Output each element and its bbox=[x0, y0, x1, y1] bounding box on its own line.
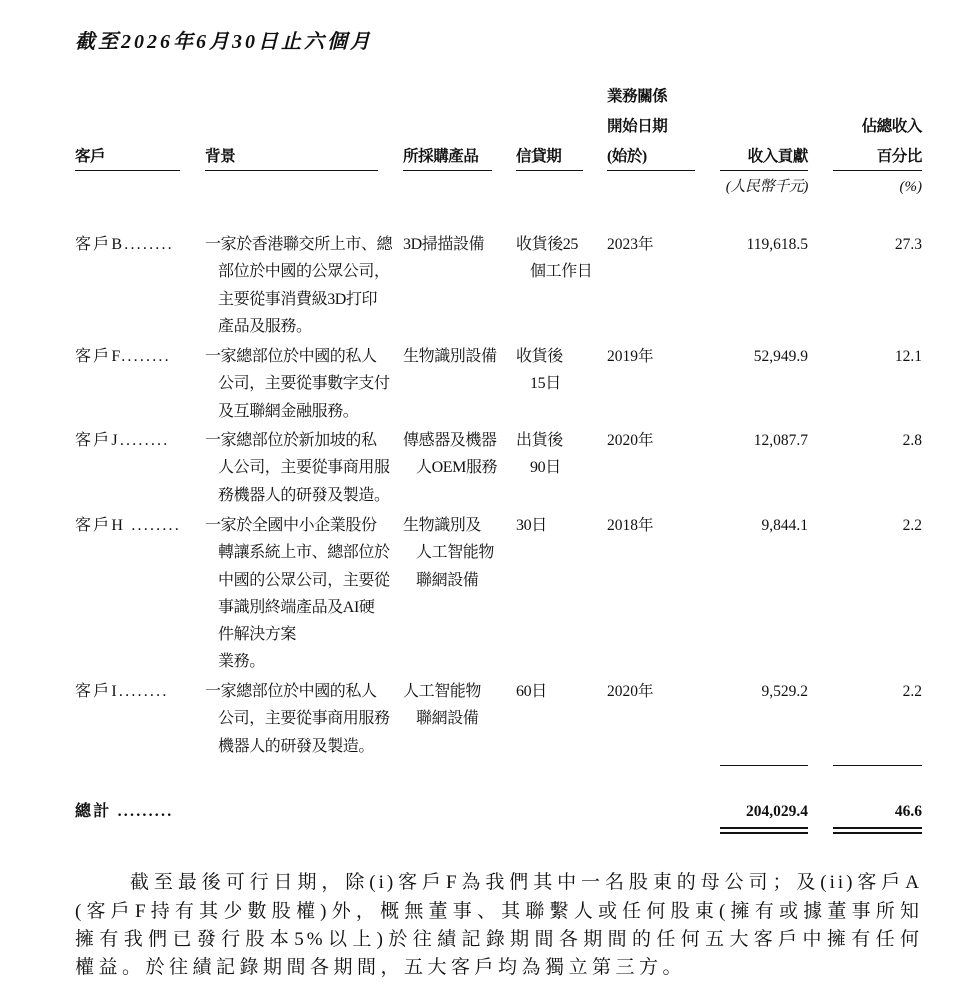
header-underline bbox=[516, 170, 583, 171]
relationship-start-year: 2020年 bbox=[607, 683, 654, 700]
revenue-percentage: 27.3 bbox=[894, 236, 922, 253]
table-row bbox=[0, 512, 962, 671]
header-customer: 客戶 bbox=[75, 148, 106, 165]
revenue-contribution: 12,087.7 bbox=[753, 432, 808, 449]
customer-name: 客戶J........ bbox=[75, 432, 170, 449]
header-underline bbox=[403, 170, 492, 171]
background-line: 一家總部位於中國的私人 bbox=[205, 348, 377, 365]
credit-line: 90日 bbox=[530, 459, 561, 477]
product-line: 傳感器及機器 bbox=[403, 432, 497, 449]
header-line: 開始日期 bbox=[607, 118, 668, 135]
products-purchased bbox=[403, 427, 497, 482]
header-line: 百分比 bbox=[876, 148, 922, 165]
background-line: 機器人的研發及製造。 bbox=[218, 737, 375, 755]
revenue-contribution: 9,844.1 bbox=[761, 517, 808, 534]
background-line: 轉讓系統上市、總部位於 bbox=[218, 544, 390, 562]
header-credit-period: 信貸期 bbox=[516, 148, 562, 165]
products-purchased bbox=[403, 678, 481, 733]
relationship-start-year: 2023年 bbox=[607, 236, 654, 253]
header-underline bbox=[720, 170, 808, 171]
background-line: 產品及服務。 bbox=[218, 317, 312, 335]
background-line: 件解決方案 bbox=[218, 626, 297, 644]
revenue-contribution: 52,949.9 bbox=[753, 348, 808, 365]
customer-background bbox=[205, 427, 390, 509]
background-line: 中國的公眾公司，主要從 bbox=[218, 571, 390, 589]
note-line: 權益。於往績記錄期間各期間，五大客戶均為獨立第三方。 bbox=[75, 957, 687, 978]
section-title: 截至2026年6月30日止六個月 bbox=[75, 31, 373, 53]
relationship-start-year: 2020年 bbox=[607, 432, 654, 449]
credit-line: 個工作日 bbox=[530, 263, 593, 281]
credit-line: 收貨後25 bbox=[516, 236, 579, 253]
product-line: 生物識別及 bbox=[403, 517, 482, 534]
customer-name: 客戶H ........ bbox=[75, 517, 181, 534]
revenue-percentage: 2.2 bbox=[902, 683, 922, 700]
credit-line: 30日 bbox=[516, 517, 547, 534]
header-underline bbox=[205, 170, 378, 171]
background-line: 及互聯網金融服務。 bbox=[218, 402, 359, 420]
revenue-percentage: 2.2 bbox=[902, 517, 922, 534]
header-relationship-start bbox=[607, 82, 667, 172]
credit-line: 收貨後 bbox=[516, 348, 563, 365]
background-line: 部位於中國的公眾公司， bbox=[218, 263, 390, 281]
products-purchased bbox=[403, 512, 494, 594]
note-line: 截至最後可行日期，除(i)客戶F為我們其中一名股東的母公司；及(ii)客戶A bbox=[130, 872, 922, 893]
revenue-percentage: 2.8 bbox=[902, 432, 922, 449]
table-row bbox=[0, 231, 962, 335]
credit-line: 15日 bbox=[530, 375, 561, 393]
relationship-start-year: 2019年 bbox=[607, 348, 654, 365]
product-line: 3D掃描設備 bbox=[403, 236, 485, 253]
header-revenue: 收入貢獻 bbox=[747, 148, 808, 165]
customer-background bbox=[205, 343, 390, 425]
relationship-start-year: 2018年 bbox=[607, 517, 654, 534]
header-underline bbox=[833, 170, 922, 171]
total-row bbox=[0, 798, 962, 828]
note-line: (客戶F持有其少數股權)外，概無董事、其聯繫人或任何股東(擁有或據董事所知 bbox=[75, 901, 922, 922]
background-line: 一家總部位於新加坡的私 bbox=[205, 432, 377, 449]
credit-period bbox=[516, 512, 547, 539]
background-line: 業務。 bbox=[218, 653, 265, 671]
table-row bbox=[0, 678, 962, 755]
note-line: 擁有我們已發行股本5%以上)於往績記錄期間各期間的任何五大客戶中擁有任何 bbox=[75, 929, 922, 950]
product-line: 人工智能物 bbox=[403, 683, 482, 700]
credit-line: 出貨後 bbox=[516, 432, 563, 449]
subtotal-rule bbox=[720, 765, 808, 766]
revenue-percentage: 12.1 bbox=[894, 348, 922, 365]
customer-name: 客戶F........ bbox=[75, 348, 171, 365]
product-line: 生物識別設備 bbox=[403, 348, 497, 365]
total-revenue: 204,029.4 bbox=[746, 803, 808, 820]
credit-period bbox=[516, 231, 592, 286]
background-line: 一家於香港聯交所上市、總 bbox=[205, 236, 393, 253]
product-line: 聯網設備 bbox=[416, 571, 479, 589]
background-line: 人公司，主要從事商用服 bbox=[218, 459, 390, 477]
credit-period bbox=[516, 343, 563, 398]
subtotal-rule bbox=[833, 765, 922, 766]
total-double-rule bbox=[833, 827, 922, 829]
background-line: 公司，主要從事商用服務 bbox=[218, 710, 390, 728]
customer-background bbox=[205, 512, 390, 676]
header-percentage bbox=[820, 112, 922, 172]
background-line: 一家總部位於中國的私人 bbox=[205, 683, 377, 700]
product-line: 人OEM服務 bbox=[416, 459, 498, 477]
total-double-rule bbox=[720, 827, 808, 829]
header-underline bbox=[607, 170, 695, 171]
product-line: 人工智能物 bbox=[416, 544, 495, 562]
total-double-rule bbox=[833, 832, 922, 834]
products-purchased bbox=[403, 343, 497, 370]
background-line: 公司，主要從事數字支付 bbox=[218, 375, 390, 393]
header-products: 所採購產品 bbox=[403, 148, 479, 165]
customer-background bbox=[205, 678, 390, 760]
customer-background bbox=[205, 231, 392, 340]
credit-period bbox=[516, 427, 563, 482]
credit-line: 60日 bbox=[516, 683, 547, 700]
revenue-unit: (人民幣千元) bbox=[725, 179, 808, 195]
header-background: 背景 bbox=[205, 148, 236, 165]
background-line: 一家於全國中小企業股份 bbox=[205, 517, 377, 534]
credit-period bbox=[516, 678, 547, 705]
table-row bbox=[0, 427, 962, 504]
background-line: 主要從事消費級3D打印 bbox=[218, 290, 378, 308]
header-line: (始於) bbox=[607, 148, 647, 165]
revenue-contribution: 119,618.5 bbox=[746, 236, 808, 253]
table-row bbox=[0, 343, 962, 420]
header-line: 業務關係 bbox=[607, 88, 668, 105]
customer-name: 客戶B........ bbox=[75, 236, 174, 253]
products-purchased bbox=[403, 231, 484, 258]
background-line: 事識別終端產品及AI硬 bbox=[218, 598, 375, 616]
product-line: 聯網設備 bbox=[416, 710, 479, 728]
total-label: 總計 ......... bbox=[75, 803, 174, 820]
percentage-unit: (%) bbox=[899, 179, 922, 195]
header-underline bbox=[75, 170, 180, 171]
header-line: 佔總收入 bbox=[861, 118, 922, 135]
customer-name: 客戶I........ bbox=[75, 683, 169, 700]
total-percentage: 46.6 bbox=[894, 803, 922, 820]
background-line: 務機器人的研發及製造。 bbox=[218, 486, 390, 504]
total-double-rule bbox=[720, 832, 808, 834]
revenue-contribution: 9,529.2 bbox=[761, 683, 808, 700]
